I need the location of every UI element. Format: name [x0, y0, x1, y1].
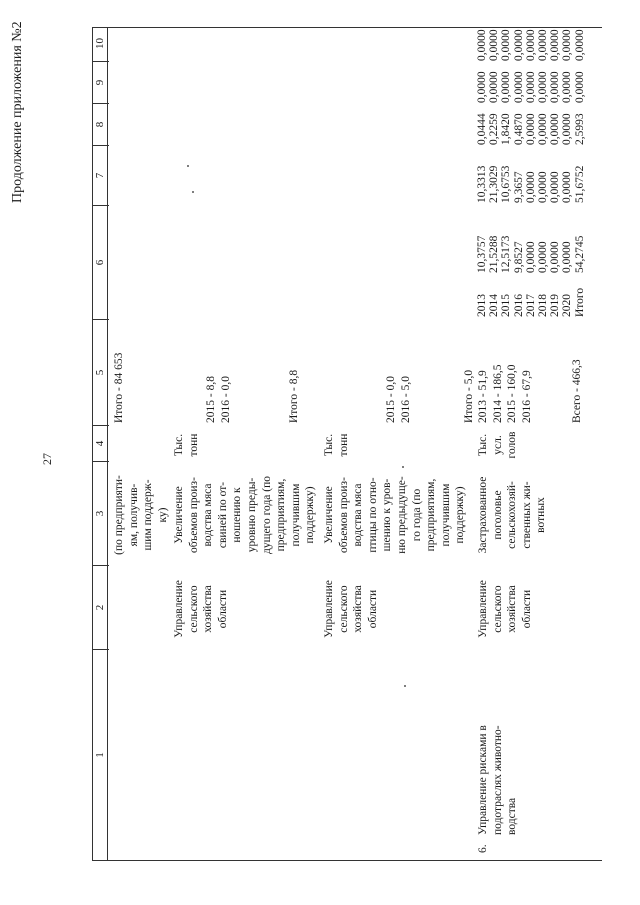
block-c-col8: 0,0444 0,2259 1,8420 0,4870 0,0000 0,0000 0,0000 0,0000 2,5993 — [476, 113, 586, 145]
block-b-unit: Тыс. тонн — [323, 433, 350, 457]
header-col-5: 5 — [93, 320, 109, 426]
block-c-values: 2013 - 51,9 2014 - 186,5 2015 - 160,0 2016 - 67,9 — [477, 364, 533, 423]
header-col-7: 7 — [93, 146, 109, 206]
block-c-col7: 10,3313 21,3029 10,6753 9,3657 0,0000 0,0000 0,0000 0,0000 51,6752 — [476, 165, 586, 203]
table-right-border — [92, 27, 602, 28]
block-b-values: 2015 - 0,0 2016 - 5,0 — [385, 376, 412, 423]
block-c-unit: Тыс. усл. голов — [477, 431, 519, 459]
block-a-department: Управление сельского хозяйства области — [173, 580, 229, 638]
block-b-department: Управление сельского хозяйства области — [323, 580, 379, 638]
scan-speck — [404, 685, 406, 687]
block-a-indicator: Увеличение объемов произ- водства мяса свиней по от- ношению к уровню преды- дущего года (по предприятиям, получившим поддержку) — [173, 475, 317, 555]
block-b-total: Итого - 5,0 — [463, 369, 475, 423]
block-b-indicator: Увеличение объемов произ- водства мяса птицы по отно- шению к уров- ню предыдуще- го года (по предприятиям, получившим поддержку) — [323, 476, 467, 554]
top-col3-text: (по предприяти- ям, получив- шим поддерж- ку) — [113, 475, 169, 555]
header-col-3: 3 — [93, 462, 109, 566]
block-c-measure: Управление рисками в подотраслях животно- водства — [477, 725, 519, 835]
block-c-total: Всего - 466,3 — [571, 359, 583, 423]
table-header-row — [92, 27, 108, 861]
block-c-col10: 0,0000 0,0000 0,0000 0,0000 0,0000 0,0000 0,0000 0,0000 0,0000 — [476, 29, 586, 61]
top-col5-total: Итого - 84 653 — [113, 352, 125, 423]
block-c-department: Управление сельского хозяйства области — [477, 580, 533, 638]
scan-speck — [192, 191, 194, 193]
scan-speck — [187, 165, 189, 167]
block-a-unit: Тыс. тонн — [173, 433, 200, 457]
header-col-2: 2 — [93, 566, 109, 650]
header-col-4: 4 — [93, 426, 109, 462]
block-c-indicator: Застрахованное поголовье сельскохозяй- ственных жи- вотных — [477, 476, 548, 554]
data-table — [92, 27, 602, 861]
scan-speck — [402, 466, 404, 468]
block-a-total: Итого - 8,8 — [288, 369, 300, 423]
block-c-col6: 10,3757 21,5288 12,5173 9,8527 0,0000 0,0000 0,0000 0,0000 54,2745 — [476, 235, 586, 273]
table-left-border — [92, 860, 602, 861]
page-number: 27 — [40, 453, 54, 465]
header-col-1: 1 — [94, 752, 106, 758]
header-col-6: 6 — [93, 206, 109, 320]
header-col-9: 9 — [93, 62, 109, 104]
block-a-values: 2015 - 8,8 2016 - 0,0 — [205, 376, 232, 423]
header-col-8: 8 — [93, 104, 109, 146]
row-number: 6. — [477, 844, 489, 853]
header-col-10: 10 — [93, 26, 109, 62]
block-c-years: 2013 2014 2015 2016 2017 2018 2019 2020 Итого — [476, 287, 586, 317]
block-c-col9: 0,0000 0,0000 0,0000 0,0000 0,0000 0,0000 0,0000 0,0000 0,0000 — [476, 71, 586, 103]
continuation-title: Продолжение приложения №2 — [10, 21, 25, 203]
